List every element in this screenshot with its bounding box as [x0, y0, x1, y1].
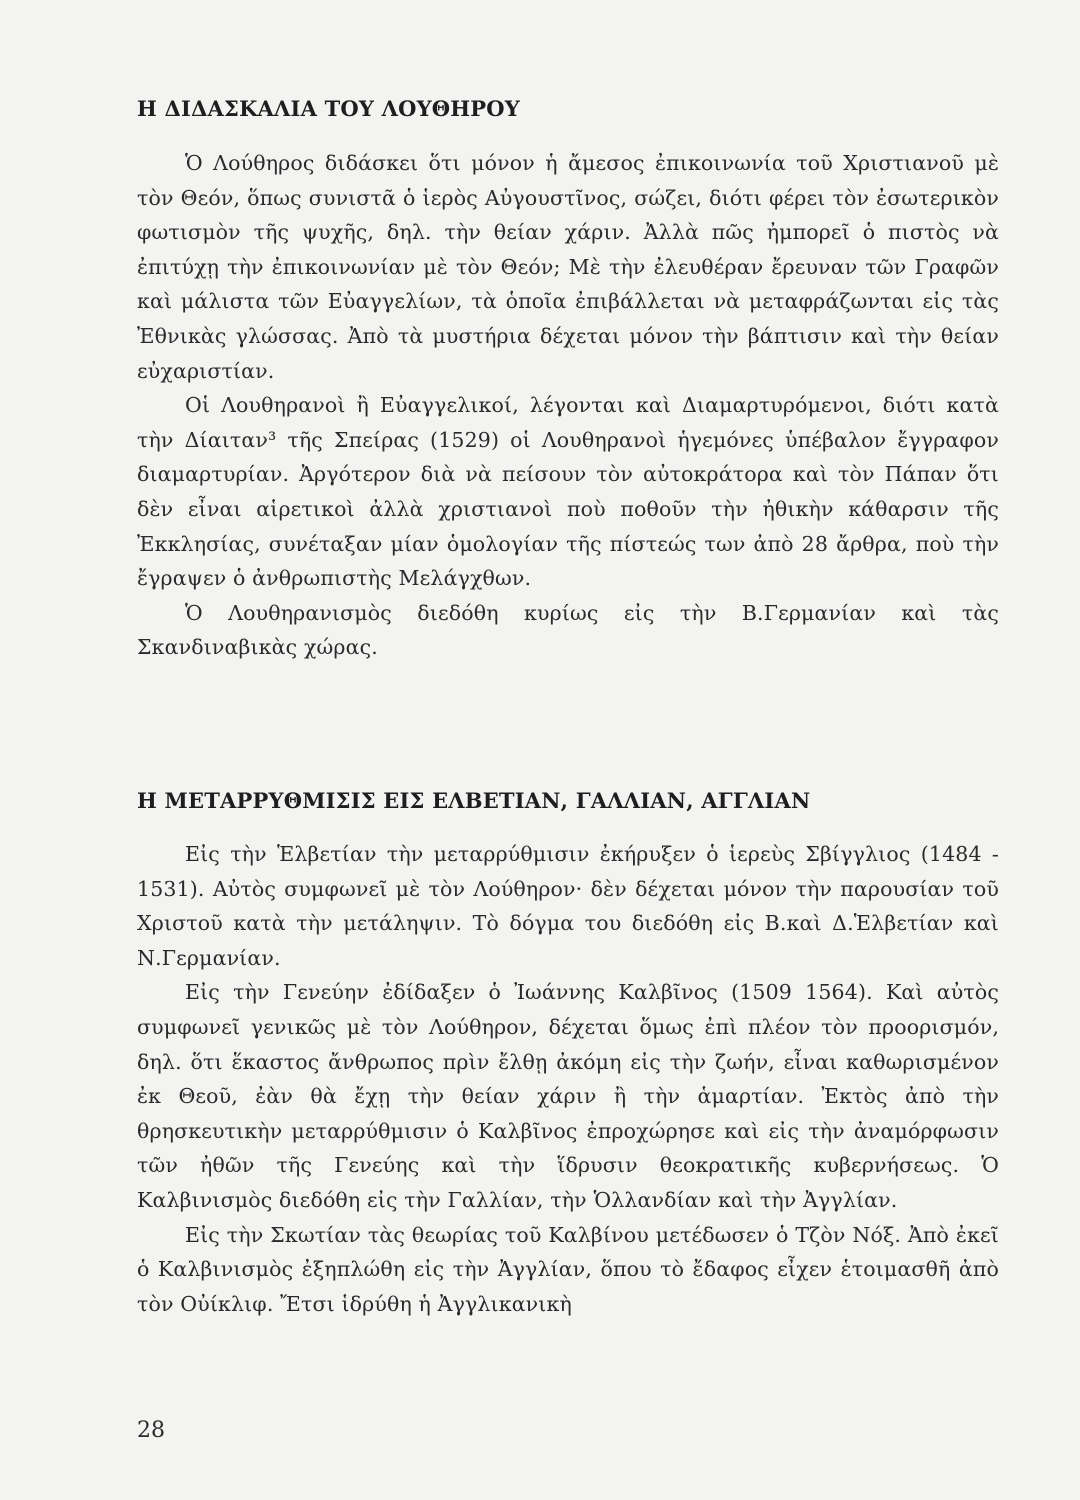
paragraph-calvin: Εἰς τὴν Γενεύην ἐδίδαξεν ὁ Ἰωάννης Καλβῖνος (1509 1564). Καὶ αὐτὸς συμφωνεῖ γενικῶς μὲ τὸν Λούθηρον, δέχεται ὅμως ἐπὶ πλέον τὸν προορισμόν, δηλ. ὅτι ἕκαστος ἄνθρωπος πρὶν ἔλθῃ ἀκόμη εἰς τὴν ζωήν, εἶναι καθωρισμένον ἐκ Θεοῦ, ἐὰν θὰ ἔχῃ τὴν θείαν χάριν ἢ τὴν ἁμαρτίαν. Ἐκτὸς ἀπὸ τὴν θρησκευτικὴν μεταρρύθμισιν ὁ Καλβῖνος ἐπροχώρησε καὶ εἰς τὴν ἀναμόρφωσιν τῶν ἠθῶν τῆς Γενεύης καὶ τὴν ἵδρυσιν θεοκρατικῆς κυβερνήσεως. Ὁ Καλβινισμὸς διεδόθη εἰς τὴν Γαλλίαν, τὴν Ὁλλανδίαν καὶ τὴν Ἀγγλίαν.	[137, 980, 999, 1212]
paragraph-lutherans-protestants: Οἱ Λουθηρανοὶ ἢ Εὐαγγελικοί, λέγονται καὶ Διαμαρτυρόμενοι, διότι κατὰ τὴν Δίαιταν³ τῆς Σπείρας (1529) οἱ Λουθηρανοὶ ἡγεμόνες ὑπέβαλον ἔγγραφον διαμαρτυρίαν. Ἀργότερον διὰ νὰ πείσουν τὸν αὐτοκράτορα καὶ τὸν Πάπαν ὅτι δὲν εἶναι αἱρετικοὶ ἀλλὰ χριστιανοὶ ποὺ ποθοῦν τὴν ἠθικὴν κάθαρσιν τῆς Ἐκκλησίας, συνέταξαν μίαν ὁμολογίαν τῆς πίστεώς των ἀπὸ 28 ἄρθρα, ποὺ τὴν ἔγραψεν ὁ ἀνθρωπιστὴς Μελάγχθων.	[137, 393, 999, 591]
paragraph-lutheranism-spread: Ὁ Λουθηρανισμὸς διεδόθη κυρίως εἰς τὴν Β.Γερμανίαν καὶ τὰς Σκανδιναβικὰς χώρας.	[137, 600, 999, 660]
paragraph-scotland-england: Εἰς τὴν Σκωτίαν τὰς θεωρίας τοῦ Καλβίνου μετέδωσεν ὁ Τζὸν Νόξ. Ἀπὸ ἐκεῖ ὁ Καλβινισμὸς ἐξηπλώθη εἰς τὴν Ἀγγλίαν, ὅπου τὸ ἔδαφος εἶχεν ἑτοιμασθῆ ἀπὸ τὸν Οὐίκλιφ. Ἔτσι ἱδρύθη ἡ Ἀγγλικανικὴ	[137, 1222, 999, 1316]
page-number: 28	[137, 1418, 165, 1443]
paragraph-luther-teaching: Ὁ Λούθηρος διδάσκει ὅτι μόνον ἡ ἄμεσος ἐπικοινωνία τοῦ Χριστιανοῦ μὲ τὸν Θεόν, ὅπως συνιστᾶ ὁ ἱερὸς Αὐγουστῖνος, σώζει, διότι φέρει τὸν ἐσωτερικὸν φωτισμὸν τῆς ψυχῆς, δηλ. τὴν θείαν χάριν. Ἀλλὰ πῶς ἠμπορεῖ ὁ πιστὸς νὰ ἐπιτύχῃ τὴν ἐπικοινωνίαν μὲ τὸν Θεόν; Μὲ τὴν ἐλευθέραν ἔρευναν τῶν Γραφῶν καὶ μάλιστα τῶν Εὐαγγελίων, τὰ ὁποῖα ἐπιβάλλεται νὰ μεταφράζωνται εἰς τὰς Ἐθνικὰς γλώσσας. Ἀπὸ τὰ μυστήρια δέχεται μόνον τὴν βάπτισιν καὶ τὴν θείαν εὐχαριστίαν.	[137, 151, 999, 383]
section-heading-luther: Η ΔΙΔΑΣΚΑΛΙΑ ΤΟΥ ΛΟΥΘΗΡΟΥ	[137, 96, 520, 121]
section-heading-reformation: Η ΜΕΤΑΡΡΥΘΜΙΣΙΣ ΕΙΣ ΕΛΒΕΤΙΑΝ, ΓΑΛΛΙΑΝ, ΑΓΓΛΙΑΝ	[137, 788, 811, 813]
section-body-reformation	[137, 837, 999, 1321]
section-body-luther	[137, 146, 999, 665]
paragraph-zwingli: Εἰς τὴν Ἑλβετίαν τὴν μεταρρύθμισιν ἐκήρυξεν ὁ ἱερεὺς Σβίγγλιος (1484 - 1531). Αὐτὸς συμφωνεῖ μὲ τὸν Λούθηρον· δὲν δέχεται μόνον τὴν παρουσίαν τοῦ Χριστοῦ κατὰ τὴν μετάληψιν. Τὸ δόγμα του διεδόθη εἰς Β.καὶ Δ.Ἑλβετίαν καὶ Ν.Γερμανίαν.	[137, 842, 999, 970]
